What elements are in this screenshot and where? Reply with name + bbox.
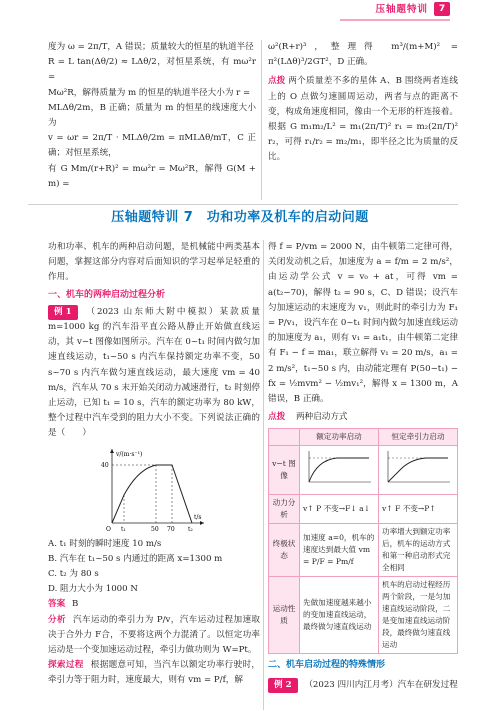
main-right-column <box>268 240 458 693</box>
vt-graph-svg <box>98 445 208 535</box>
tip-label: 点拨 <box>268 412 286 423</box>
table-cell: v↑ F 不变→P↑ <box>379 495 458 524</box>
line: Mω²R，解得质量为 m 的恒星的轨道半径大小为 r = <box>48 87 251 98</box>
row-header: 动力分析 <box>269 495 300 524</box>
option-b: B. 汽车在 t₁~50 s 内通过的距离 x=1300 m <box>48 553 223 564</box>
table-row <box>269 429 458 446</box>
main-left-column <box>48 240 260 689</box>
vt-graph-rated-power <box>303 448 375 488</box>
table-row <box>269 446 458 495</box>
header-label: 压轴题特训 <box>375 4 428 15</box>
row-header: 运动性质 <box>269 577 300 654</box>
vt-curve <box>388 458 448 482</box>
column-divider <box>261 40 262 200</box>
explore-text: 根据题意可知，当汽车以额定功率行驶时，牵引力等于阻力时，速度最大，则有 vm = P/f，解 <box>48 660 260 686</box>
tip-heading <box>268 410 458 425</box>
line: MLΔθ/2m，B 正确；质量为 m 的恒星的线速度大小为 <box>48 102 256 129</box>
tip-text: 两个质量差不多的星体 A、B 围绕两者连线上的 O 点做匀速圆周运动，两者与点的距离不变，构成角速度相同，像由一个无形的杆连接着。根据 G m₁m₂/L² = m₁(2π/T)² r₁ = m₂(2π/T)² r₂，可得 r₁/r₂ = m₂/m₁，即半径之比为质量的反比。 <box>268 76 458 163</box>
x-tick: 50 <box>151 525 159 533</box>
intro-paragraph: 功和功率、机车的两种启动问题，是机械能中两类基本问题，掌握这部分内容对后面知识的学习起举足轻重的作用。 <box>48 242 260 283</box>
example-1 <box>48 305 260 442</box>
x-tick: t₁ <box>121 525 126 533</box>
vt-graph <box>98 445 208 535</box>
section-heading-2: 二、机车启动过程的特殊情形 <box>268 660 386 671</box>
analysis-label: 分析 <box>48 614 66 625</box>
example-badge: 例 1 <box>48 305 78 320</box>
tip-title: 两种启动方式 <box>295 412 348 423</box>
option-d: D. 阻力大小为 1000 N <box>48 584 138 595</box>
table-row <box>269 524 458 577</box>
startup-comparison-table <box>268 428 458 654</box>
section-divider <box>28 204 458 205</box>
answer-label: 答案 <box>48 599 66 610</box>
top-right-column <box>268 40 458 166</box>
y-tick-40: 40 <box>101 461 109 469</box>
x-tick: O <box>106 525 111 533</box>
header-rule <box>340 19 450 21</box>
row-header: 终极状态 <box>269 524 300 577</box>
example-2-text: （2023 四川内江月考）汽车在研发过程 <box>304 679 458 690</box>
solution-paragraph: 得 f = P/vm = 2000 N，由牛顿第二定律可得，关闭发动机之后，加速度为 a = f/m = 2 m/s²，由运动学公式 v = v₀ + at，可得 vm = a(t₂−70)，解得 t₂ = 90 s，C、D 错误；设汽车匀加速运动的末速度为 v₁，则此时的牵引力为 F₁ = P/v₁，设汽车在 0~t₁ 时间内做匀加速直线运动的加速度为 a₁，则有 v₁ = a₁t₁，由牛顿第二定律有 F₁ − f = ma₁，联立解得 v₁ = 20 m/s，a₁ = 2 m/s²，t₁~50 s 内，由动能定理有 P(50−t₁) − fx = ½mvm² − ½mv₁²，解得 x = 1300 m，A 错误，B 正确。 <box>268 242 458 405</box>
analysis-paragraph <box>48 613 260 659</box>
table-cell <box>379 446 458 495</box>
table-cell: 功率增大到额定功率后，机车的运动方式和第一种启动形式完全相同 <box>379 524 458 577</box>
tip-label: 点拨 <box>268 76 286 87</box>
option-a: A. t₁ 时刻的瞬时速度 10 m/s <box>48 538 162 549</box>
table-cell: 机车的启动过程经历两个阶段，一是匀加速直线运动阶段，二是变加速直线运动阶段，最终做匀速直线运动 <box>379 577 458 654</box>
table-cell: 先做加速度越来越小的变加速直线运动，最终做匀速直线运动 <box>300 577 379 654</box>
y-arrow <box>110 449 114 453</box>
column-header: 恒定牵引力启动 <box>379 429 458 446</box>
line: v = ωr = 2π/T · MLΔθ/2m = πMLΔθ/mT，C 正确；对恒星系统， <box>48 133 256 159</box>
page-number: 7 <box>434 2 450 16</box>
y-axis-label: v/(m·s⁻¹) <box>116 450 143 458</box>
vt-graph-constant-force <box>382 448 454 488</box>
analysis-text: 汽车运动的牵引力为 P/v，汽车运动过程加速取决于合外力 F合，不要将这两个力混淆了。以恒定功率运动是一个变加速运动过程，牵引力做功则为 W=Pt。 <box>48 614 260 656</box>
row-header: v−t 图像 <box>269 446 300 495</box>
option-c: C. t₂ 为 80 s <box>48 569 99 580</box>
section-heading-1: 一、机车的两种启动过程分析 <box>48 289 166 300</box>
line: 有 G Mm/(r+R)² = mω²r = Mω²R，解得 G(M + m) = <box>48 163 256 189</box>
vt-curve <box>112 465 192 523</box>
x-tick: 70 <box>167 525 175 533</box>
vt-curve <box>309 458 369 482</box>
column-divider <box>263 240 264 710</box>
line: R = L tan(Δθ/2) ≈ LΔθ/2，对恒星系统，有 mω²r = <box>48 57 256 83</box>
tip-paragraph <box>268 74 458 165</box>
line: ω²(R+r)³，整理得 m³/(m+M)² = π²(LΔθ)³/2GT²，D 正确。 <box>268 42 458 68</box>
x-axis-label: t/s <box>194 513 202 521</box>
explore-label: 探索过程 <box>48 660 84 671</box>
section-title: 压轴题特训 7 功和功率及机车的启动问题 <box>111 210 369 225</box>
top-left-column <box>48 40 256 192</box>
page-header <box>0 0 480 22</box>
table-cell: 加速度 a=0，机车的速度达到最大值 vm = P/F = Pm/f <box>300 524 379 577</box>
table-corner <box>269 429 300 446</box>
table-row <box>269 495 458 524</box>
table-cell: v↑ P 不变→F↓ a↓ <box>300 495 379 524</box>
example-1-text: （2023 山东师大附中模拟）某款质量 m=1000 kg 的汽车沿平直公路从静止开始做直线运动，其 v−t 图像如图所示。汽车在 0~t₁ 时间内做匀加速直线运动，t₁~50 s 内汽车保持额定功率不变，50 s~70 s 内汽车做匀速直线运动，最大速度 vm = 40 m/s，汽车从 70 s 末开始关闭动力减速滑行，t₂ 时刻停止运动，已知 t₁ = 10 s，汽车的额定功率为 80 kW，整个过程中汽车受到的阻力大小不变。下列说法正确的是（ ） <box>48 306 261 439</box>
answer-line <box>48 597 260 612</box>
x-tick: t₂ <box>188 525 193 533</box>
line: 度为 ω = 2π/T，A 错误；质量较大的恒星的轨道半径 <box>48 42 254 52</box>
example-2 <box>268 678 458 693</box>
explore-paragraph <box>48 658 260 688</box>
example-badge: 例 2 <box>268 678 298 693</box>
table-row <box>269 577 458 654</box>
x-arrow <box>200 521 204 525</box>
table-cell <box>300 446 379 495</box>
column-header: 额定功率启动 <box>300 429 379 446</box>
answer-value: B <box>71 599 79 610</box>
